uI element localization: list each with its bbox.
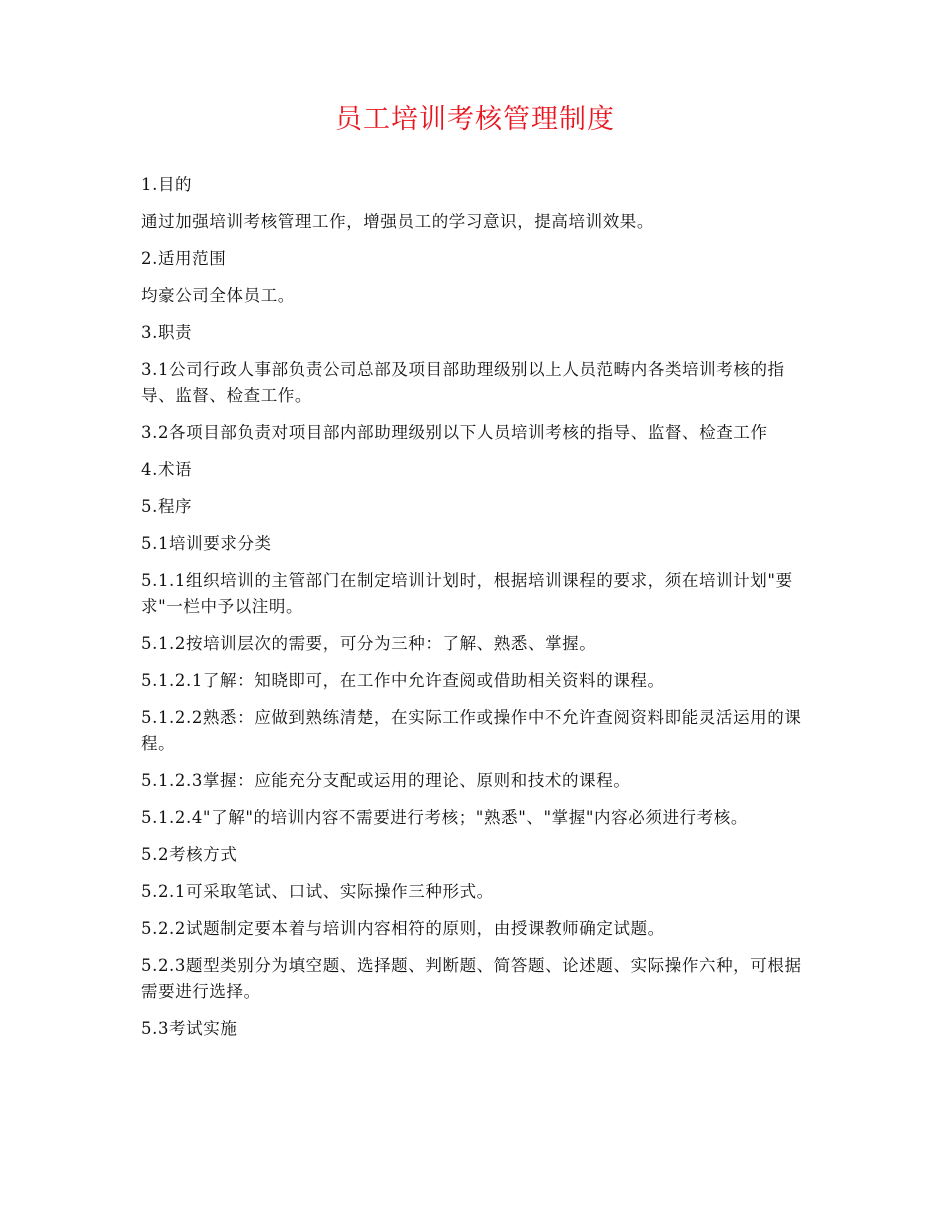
- section-heading-terms: 4.术语: [141, 460, 193, 479]
- paragraph-5-1-2-2: 5.1.2.2熟悉：应做到熟练清楚，在实际工作或操作中不允许查阅资料即能灵活运用的课程。: [141, 708, 802, 753]
- section-heading-scope: 2.适用范围: [141, 249, 227, 268]
- paragraph-5-1-2: 5.1.2按培训层次的需要，可分为三种：了解、熟悉、掌握。: [141, 634, 597, 653]
- paragraph-5-1-1: 5.1.1组织培训的主管部门在制定培训计划时，根据培训课程的要求，须在培训计划"要求"一栏中予以注明。: [141, 571, 793, 616]
- paragraph-5-2-2: 5.2.2试题制定要本着与培训内容相符的原则，由授课教师确定试题。: [141, 919, 665, 938]
- paragraph-3-1: 3.1公司行政人事部负责公司总部及项目部助理级别以上人员范畴内各类培训考核的指导、监督、检查工作。: [141, 360, 785, 405]
- paragraph-5-2-1: 5.2.1可采取笔试、口试、实际操作三种形式。: [141, 882, 494, 901]
- paragraph-5-2-3: 5.2.3题型类别分为填空题、选择题、判断题、简答题、论述题、实际操作六种，可根据需要进行选择。: [141, 956, 802, 1001]
- paragraph-5-1: 5.1培训要求分类: [141, 534, 272, 553]
- paragraph-5-3: 5.3考试实施: [141, 1019, 238, 1038]
- paragraph-5-2: 5.2考核方式: [141, 845, 238, 864]
- paragraph-3-2: 3.2各项目部负责对项目部内部助理级别以下人员培训考核的指导、监督、检查工作: [141, 423, 768, 442]
- section-heading-procedure: 5.程序: [141, 497, 193, 516]
- document-body: [141, 172, 807, 1053]
- paragraph-5-1-2-3: 5.1.2.3掌握：应能充分支配或运用的理论、原则和技术的课程。: [141, 771, 631, 790]
- section-heading-purpose: 1.目的: [141, 175, 193, 194]
- paragraph-purpose: 通过加强培训考核管理工作，增强员工的学习意识，提高培训效果。: [141, 212, 654, 231]
- document-title: 员工培训考核管理制度: [335, 104, 615, 135]
- paragraph-scope: 均豪公司全体员工。: [141, 286, 295, 305]
- paragraph-5-1-2-4: 5.1.2.4"了解"的培训内容不需要进行考核；"熟悉"、"掌握"内容必须进行考核。: [141, 808, 748, 827]
- paragraph-5-1-2-1: 5.1.2.1了解：知晓即可，在工作中允许查阅或借助相关资料的课程。: [141, 671, 665, 690]
- section-heading-responsibilities: 3.职责: [141, 323, 193, 342]
